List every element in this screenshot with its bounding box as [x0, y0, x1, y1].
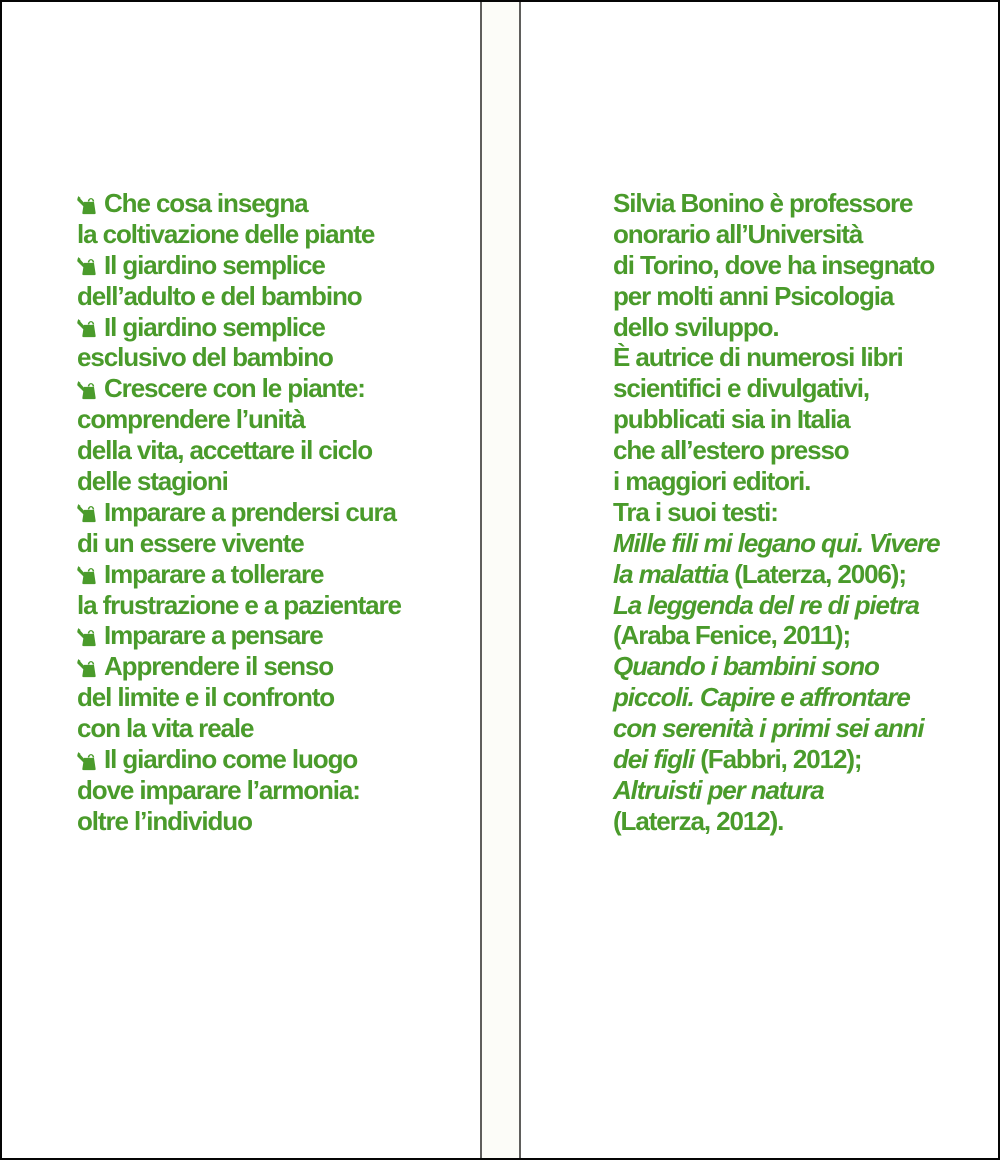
- topic-text: Che cosa insegna: [104, 188, 308, 218]
- bio-line: [613, 404, 939, 435]
- bio-text: scientifici e divulgativi,: [613, 373, 870, 404]
- book-title-text: Quando i bambini sono: [613, 651, 879, 682]
- bio-line: [613, 528, 939, 559]
- topic-text: comprendere l’unità: [77, 404, 305, 435]
- topic-text: del limite e il confronto: [77, 682, 335, 713]
- watering-can-icon: [77, 194, 98, 215]
- topic-text: con la vita reale: [77, 713, 254, 744]
- bio-text: Silvia Bonino è professore: [613, 188, 913, 218]
- topic-line: [77, 250, 401, 281]
- topic-text: Il giardino semplice: [104, 311, 325, 342]
- bio-text: che all’estero presso: [613, 435, 849, 466]
- bio-line: [613, 466, 939, 497]
- publisher-text: (Fabbri, 2012);: [694, 744, 862, 775]
- topic-text: della vita, accettare il ciclo: [77, 435, 373, 466]
- topic-line: [77, 435, 401, 466]
- topic-line: [77, 312, 401, 343]
- watering-can-icon: [77, 750, 98, 771]
- topic-text: la frustrazione e a pazientare: [77, 589, 401, 620]
- watering-can-icon: [77, 564, 98, 585]
- watering-can-icon: [77, 502, 98, 523]
- publisher-text: (Araba Fenice, 2011);: [613, 620, 851, 651]
- topic-line: [77, 651, 401, 682]
- topic-line: [77, 744, 401, 775]
- bio-line: [613, 713, 939, 744]
- topic-line: [77, 806, 401, 837]
- publisher-text: (Laterza, 2006);: [728, 558, 906, 589]
- topic-text: delle stagioni: [77, 466, 228, 497]
- bio-text: Tra i suoi testi:: [613, 496, 778, 527]
- bio-line: [613, 250, 939, 281]
- topic-line: [77, 497, 401, 528]
- publisher-text: (Laterza, 2012).: [613, 805, 784, 836]
- topic-line: [77, 682, 401, 713]
- bio-line: [613, 188, 939, 219]
- book-title-text: dei figli: [613, 744, 695, 775]
- bio-line: [613, 806, 939, 837]
- bio-line: [613, 497, 939, 528]
- book-title-text: Mille fili mi legano qui. Vivere: [613, 527, 940, 558]
- topic-line: [77, 559, 401, 590]
- topic-text: Il giardino semplice: [104, 249, 325, 280]
- topic-text: la coltivazione delle piante: [77, 218, 375, 249]
- bio-line: [613, 559, 939, 590]
- spine-strip: [480, 2, 521, 1158]
- bio-line: [613, 435, 939, 466]
- bio-line: [613, 219, 939, 250]
- topic-text: esclusivo del bambino: [77, 342, 333, 373]
- watering-can-icon: [77, 379, 98, 400]
- watering-can-icon: [77, 626, 98, 647]
- topic-text: Il giardino come luogo: [104, 744, 358, 775]
- topic-line: [77, 219, 401, 250]
- bio-line: [613, 682, 939, 713]
- bio-line: [613, 744, 939, 775]
- bio-text: per molti anni Psicologia: [613, 280, 894, 311]
- bio-line: [613, 373, 939, 404]
- topic-text: dell’adulto e del bambino: [77, 280, 362, 311]
- bio-line: [613, 620, 939, 651]
- book-title-text: con serenità i primi sei anni: [613, 713, 924, 744]
- book-title-text: Altruisti per natura: [613, 774, 824, 805]
- bio-line: [613, 651, 939, 682]
- bio-text: pubblicati sia in Italia: [613, 404, 850, 435]
- bio-text: onorario all’Università: [613, 218, 863, 249]
- topic-line: [77, 620, 401, 651]
- author-bio: [613, 188, 939, 837]
- topic-line: [77, 342, 401, 373]
- topic-text: Crescere con le piante:: [104, 373, 365, 404]
- topics-list: [77, 188, 401, 837]
- bio-text: dello sviluppo.: [613, 311, 779, 342]
- bio-line: [613, 281, 939, 312]
- topic-line: [77, 466, 401, 497]
- bio-line: [613, 775, 939, 806]
- watering-can-icon: [77, 657, 98, 678]
- topic-text: oltre l’individuo: [77, 805, 252, 836]
- watering-can-icon: [77, 317, 98, 338]
- topic-line: [77, 775, 401, 806]
- topic-text: di un essere vivente: [77, 527, 304, 558]
- topic-line: [77, 188, 401, 219]
- topic-line: [77, 528, 401, 559]
- bio-line: [613, 312, 939, 343]
- topic-line: [77, 404, 401, 435]
- book-title-text: piccoli. Capire e affrontare: [613, 682, 910, 713]
- book-title-text: La leggenda del re di pietra: [613, 589, 919, 620]
- bio-line: [613, 590, 939, 621]
- watering-can-icon: [77, 255, 98, 276]
- topic-text: dove imparare l’armonia:: [77, 774, 360, 805]
- topic-line: [77, 281, 401, 312]
- topic-text: Imparare a prendersi cura: [104, 496, 396, 527]
- bio-text: di Torino, dove ha insegnato: [613, 249, 935, 280]
- book-title-text: la malattia: [613, 558, 729, 589]
- topic-line: [77, 373, 401, 404]
- bio-text: È autrice di numerosi libri: [613, 342, 903, 373]
- topic-text: Imparare a tollerare: [104, 558, 324, 589]
- topic-text: Apprendere il senso: [104, 651, 334, 682]
- topic-line: [77, 713, 401, 744]
- topic-line: [77, 590, 401, 621]
- topic-text: Imparare a pensare: [104, 620, 323, 651]
- bio-text: i maggiori editori.: [613, 466, 811, 497]
- bio-line: [613, 342, 939, 373]
